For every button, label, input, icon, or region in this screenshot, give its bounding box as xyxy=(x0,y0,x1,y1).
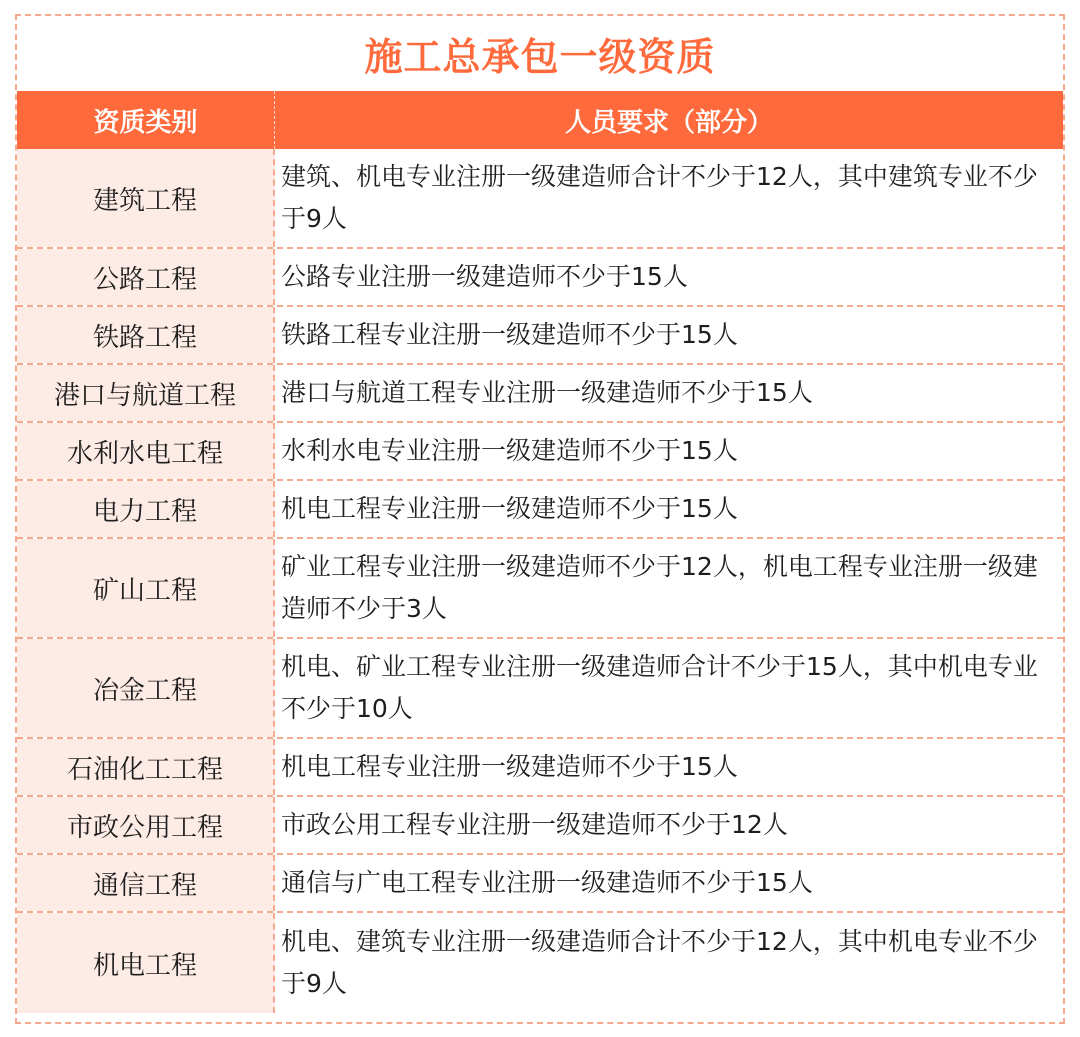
table-title: 施工总承包一级资质 xyxy=(364,35,716,79)
header-category: 资质类别 xyxy=(17,91,275,149)
table-row xyxy=(17,739,1063,797)
category-cell: 建筑工程 xyxy=(17,149,275,247)
category-cell: 电力工程 xyxy=(17,481,275,537)
category-cell: 机电工程 xyxy=(17,913,275,1013)
requirement-cell: 水利水电专业注册一级建造师不少于15人 xyxy=(281,436,738,465)
category-cell: 水利水电工程 xyxy=(17,423,275,479)
requirement-cell: 矿业工程专业注册一级建造师不少于12人，机电工程专业注册一级建造师不少于3人 xyxy=(281,552,1038,623)
table-body xyxy=(17,149,1063,1013)
table-row xyxy=(17,149,1063,249)
table-header-row xyxy=(17,91,1063,149)
category-cell: 市政公用工程 xyxy=(17,797,275,853)
requirement-cell: 通信与广电工程专业注册一级建造师不少于15人 xyxy=(281,868,813,897)
table-row xyxy=(17,539,1063,639)
header-requirement: 人员要求（部分） xyxy=(564,107,773,138)
category-cell: 港口与航道工程 xyxy=(17,365,275,421)
table-row xyxy=(17,481,1063,539)
table-row xyxy=(17,913,1063,1013)
requirement-cell: 铁路工程专业注册一级建造师不少于15人 xyxy=(281,320,738,349)
requirement-cell: 机电工程专业注册一级建造师不少于15人 xyxy=(281,494,738,523)
table-row xyxy=(17,639,1063,739)
requirement-cell: 机电工程专业注册一级建造师不少于15人 xyxy=(281,752,738,781)
table-row xyxy=(17,423,1063,481)
requirement-cell: 市政公用工程专业注册一级建造师不少于12人 xyxy=(281,810,788,839)
category-cell: 通信工程 xyxy=(17,855,275,911)
table-row xyxy=(17,307,1063,365)
table-row xyxy=(17,249,1063,307)
category-cell: 矿山工程 xyxy=(17,539,275,637)
category-cell: 公路工程 xyxy=(17,249,275,305)
category-cell: 石油化工工程 xyxy=(17,739,275,795)
table-row xyxy=(17,365,1063,423)
qualification-table xyxy=(15,14,1065,1024)
requirement-cell: 机电、建筑专业注册一级建造师合计不少于12人，其中机电专业不少于9人 xyxy=(281,927,1038,998)
requirement-cell: 机电、矿业工程专业注册一级建造师合计不少于15人，其中机电专业不少于10人 xyxy=(281,652,1038,723)
requirement-cell: 公路专业注册一级建造师不少于15人 xyxy=(281,262,688,291)
table-row xyxy=(17,797,1063,855)
table-row xyxy=(17,855,1063,913)
category-cell: 冶金工程 xyxy=(17,639,275,737)
category-cell: 铁路工程 xyxy=(17,307,275,363)
requirement-cell: 港口与航道工程专业注册一级建造师不少于15人 xyxy=(281,378,813,407)
requirement-cell: 建筑、机电专业注册一级建造师合计不少于12人，其中建筑专业不少于9人 xyxy=(281,162,1038,233)
